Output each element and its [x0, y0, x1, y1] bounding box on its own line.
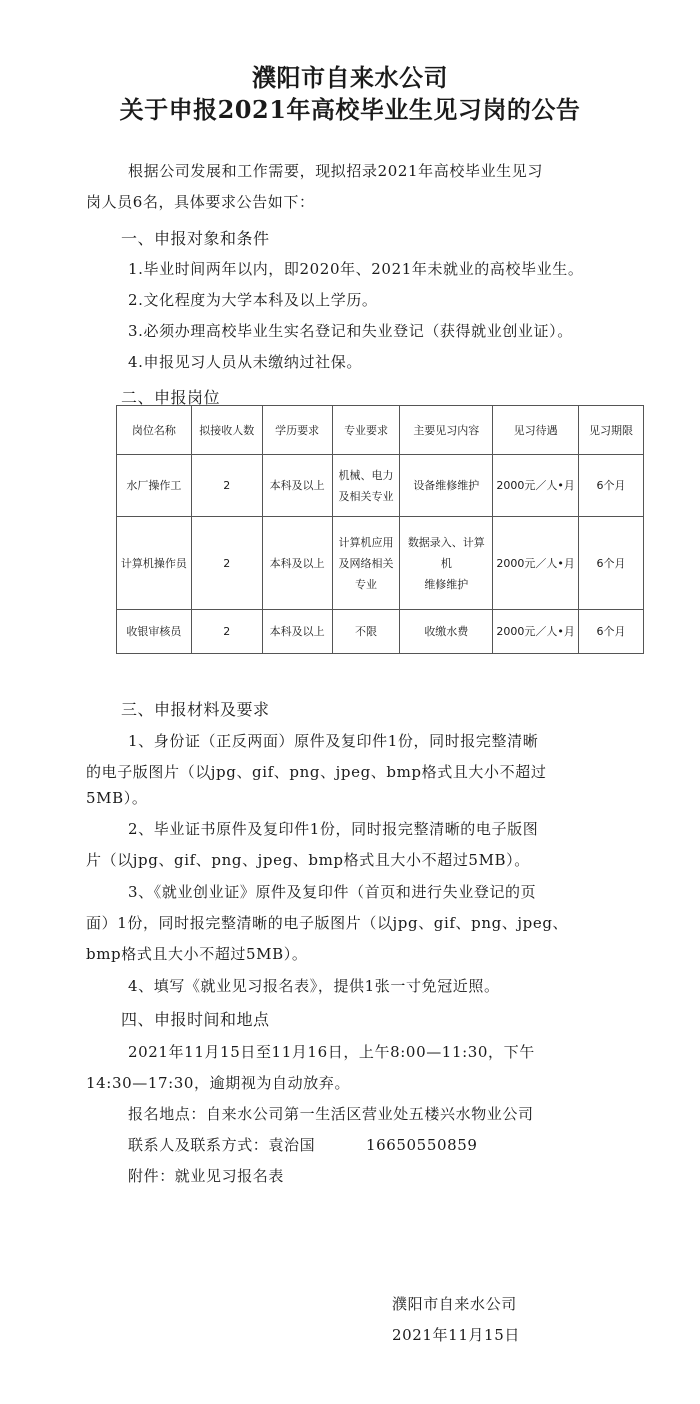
major-line: 专业: [354, 577, 377, 591]
section-1-heading: 一、申报对象和条件: [121, 229, 270, 248]
position-content: [400, 455, 493, 517]
position-education: 本科及以上: [262, 517, 332, 610]
signature-date: 2021年11月15日: [392, 1326, 520, 1344]
header-cell: 见习待遇: [493, 406, 579, 455]
position-education: 本科及以上: [262, 455, 332, 517]
position-content: [400, 610, 493, 654]
condition-item-4: 4.申报见习人员从未缴纳过社保。: [128, 353, 362, 371]
intro-line-1: 根据公司发展和工作需要，现拟招录2021年高校毕业生见习: [128, 162, 543, 180]
intro-line-2: 岗人员6名，具体要求公告如下：: [86, 193, 315, 211]
section-2-heading: 二、申报岗位: [121, 388, 221, 407]
material-2-line-1: 2、毕业证书原件及复印件1份，同时报完整清晰的电子版图: [128, 820, 539, 838]
table-header-row: [117, 406, 644, 455]
header-cell: 学历要求: [262, 406, 332, 455]
major-line: 计算机应用: [338, 535, 394, 549]
material-4: 4、填写《就业见习报名表》，提供1张一寸免冠近照。: [128, 977, 500, 995]
positions-table: [116, 405, 644, 654]
position-content: [400, 517, 493, 610]
material-1-line-3: 5MB）。: [86, 789, 148, 807]
content-line: 收缴水费: [424, 625, 469, 638]
position-name: 收银审核员: [117, 610, 192, 654]
material-2-line-2: 片（以jpg、gif、png、jpeg、bmp格式且大小不超过5MB）。: [86, 851, 530, 869]
position-count: 2: [191, 517, 262, 610]
position-count: 2: [191, 455, 262, 517]
material-3-line-1: 3、《就业创业证》原件及复印件（首页和进行失业登记的页: [128, 883, 537, 901]
material-1-line-2: 的电子版图片（以jpg、gif、png、jpeg、bmp格式且大小不超过: [86, 763, 547, 781]
content-line: 维修维护: [424, 577, 469, 591]
condition-item-2: 2.文化程度为大学本科及以上学历。: [128, 291, 378, 309]
title-line-1: 濮阳市自来水公司: [252, 63, 448, 92]
table-row: [117, 517, 644, 610]
position-count: 2: [191, 610, 262, 654]
header-cell: 拟接收人数: [191, 406, 262, 455]
header-cell: 专业要求: [332, 406, 400, 455]
header-cell: 岗位名称: [117, 406, 192, 455]
time-line-2: 14:30—17:30，逾期视为自动放弃。: [86, 1074, 351, 1092]
position-term: 6个月: [579, 517, 644, 610]
table-row: [117, 455, 644, 517]
time-line-1: 2021年11月15日至11月16日，上午8:00—11:30，下午: [128, 1043, 535, 1061]
position-pay: 2000元／人•月: [493, 517, 579, 610]
header-cell: 见习期限: [579, 406, 644, 455]
table-row: [117, 610, 644, 654]
header-cell: 主要见习内容: [400, 406, 493, 455]
condition-item-1: 1.毕业时间两年以内，即2020年、2021年未就业的高校毕业生。: [128, 260, 584, 278]
material-3-line-3: bmp格式且大小不超过5MB）。: [86, 945, 308, 963]
contact-label: 联系人及联系方式：袁治国: [128, 1136, 316, 1154]
title-line-2: 关于申报2021年高校毕业生见习岗的公告: [119, 95, 581, 124]
registration-location: 报名地点：自来水公司第一生活区营业处五楼兴水物业公司: [128, 1105, 534, 1123]
content-line: 设备维修维护: [413, 479, 480, 492]
material-1-line-1: 1、身份证（正反两面）原件及复印件1份，同时报完整清晰: [128, 732, 539, 750]
position-name: 计算机操作员: [117, 517, 192, 610]
major-line: 机械、电力: [338, 468, 394, 482]
attachment-note: 附件：就业见习报名表: [128, 1167, 285, 1185]
condition-item-3: 3.必须办理高校毕业生实名登记和失业登记（获得就业创业证）。: [128, 322, 573, 340]
position-name: 水厂操作工: [117, 455, 192, 517]
section-4-heading: 四、申报时间和地点: [121, 1010, 270, 1029]
content-line: 数据录入、计算机: [407, 535, 485, 570]
signature-org: 濮阳市自来水公司: [392, 1295, 517, 1313]
position-major: [332, 455, 400, 517]
position-major: [332, 610, 400, 654]
material-3-line-2: 面）1份，同时报完整清晰的电子版图片（以jpg、gif、png、jpeg、: [86, 914, 569, 932]
position-pay: 2000元／人•月: [493, 610, 579, 654]
contact-line: [128, 1134, 478, 1155]
major-line: 及网络相关: [338, 556, 394, 570]
major-line: 不限: [354, 625, 377, 638]
position-term: 6个月: [579, 610, 644, 654]
position-pay: 2000元／人•月: [493, 455, 579, 517]
contact-phone: 16650550859: [365, 1136, 478, 1154]
position-term: 6个月: [579, 455, 644, 517]
position-education: 本科及以上: [262, 610, 332, 654]
section-3-heading: 三、申报材料及要求: [121, 700, 270, 719]
major-line: 及相关专业: [338, 489, 394, 503]
position-major: [332, 517, 400, 610]
